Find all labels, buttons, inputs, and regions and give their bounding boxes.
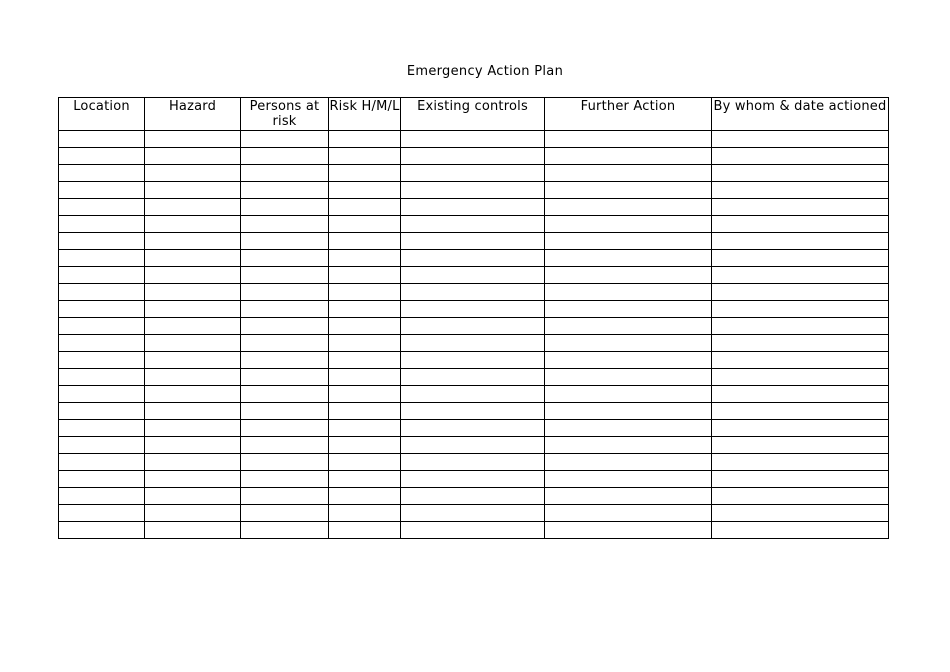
cell-existing-controls (401, 488, 545, 505)
cell-hazard (145, 403, 241, 420)
cell-persons-at-risk (241, 505, 329, 522)
cell-by-whom-date (712, 199, 889, 216)
cell-risk-level (329, 335, 401, 352)
cell-further-action (545, 233, 712, 250)
cell-hazard (145, 199, 241, 216)
cell-persons-at-risk (241, 148, 329, 165)
cell-location (59, 437, 145, 454)
cell-hazard (145, 369, 241, 386)
cell-hazard (145, 250, 241, 267)
cell-further-action (545, 267, 712, 284)
table-row (59, 488, 889, 505)
cell-existing-controls (401, 131, 545, 148)
cell-existing-controls (401, 284, 545, 301)
cell-hazard (145, 335, 241, 352)
header-row (59, 98, 889, 131)
cell-hazard (145, 182, 241, 199)
cell-persons-at-risk (241, 267, 329, 284)
cell-location (59, 454, 145, 471)
cell-existing-controls (401, 182, 545, 199)
cell-hazard (145, 505, 241, 522)
cell-hazard (145, 522, 241, 539)
cell-risk-level (329, 522, 401, 539)
cell-location (59, 522, 145, 539)
cell-existing-controls (401, 437, 545, 454)
cell-further-action (545, 454, 712, 471)
table-row (59, 131, 889, 148)
cell-existing-controls (401, 386, 545, 403)
cell-further-action (545, 301, 712, 318)
cell-hazard (145, 420, 241, 437)
cell-hazard (145, 471, 241, 488)
cell-hazard (145, 318, 241, 335)
table-row (59, 352, 889, 369)
cell-risk-level (329, 284, 401, 301)
cell-by-whom-date (712, 437, 889, 454)
column-header-risk-level: Risk H/M/L (329, 98, 401, 131)
table-row (59, 284, 889, 301)
cell-risk-level (329, 250, 401, 267)
cell-existing-controls (401, 522, 545, 539)
cell-hazard (145, 216, 241, 233)
cell-risk-level (329, 267, 401, 284)
cell-by-whom-date (712, 386, 889, 403)
cell-location (59, 250, 145, 267)
cell-hazard (145, 267, 241, 284)
cell-persons-at-risk (241, 165, 329, 182)
cell-risk-level (329, 131, 401, 148)
cell-location (59, 182, 145, 199)
table-row (59, 369, 889, 386)
cell-further-action (545, 284, 712, 301)
cell-existing-controls (401, 267, 545, 284)
table-row (59, 335, 889, 352)
cell-existing-controls (401, 165, 545, 182)
cell-persons-at-risk (241, 454, 329, 471)
table-row (59, 386, 889, 403)
cell-by-whom-date (712, 267, 889, 284)
cell-existing-controls (401, 420, 545, 437)
cell-further-action (545, 131, 712, 148)
table-row (59, 454, 889, 471)
cell-location (59, 267, 145, 284)
cell-risk-level (329, 437, 401, 454)
cell-location (59, 199, 145, 216)
cell-location (59, 216, 145, 233)
table-body (59, 131, 889, 539)
cell-persons-at-risk (241, 369, 329, 386)
cell-risk-level (329, 352, 401, 369)
cell-location (59, 352, 145, 369)
cell-persons-at-risk (241, 284, 329, 301)
cell-hazard (145, 437, 241, 454)
cell-existing-controls (401, 318, 545, 335)
cell-persons-at-risk (241, 437, 329, 454)
cell-hazard (145, 131, 241, 148)
table-row (59, 522, 889, 539)
cell-by-whom-date (712, 454, 889, 471)
cell-existing-controls (401, 216, 545, 233)
cell-location (59, 284, 145, 301)
cell-persons-at-risk (241, 318, 329, 335)
cell-location (59, 471, 145, 488)
cell-by-whom-date (712, 182, 889, 199)
cell-by-whom-date (712, 148, 889, 165)
column-header-hazard: Hazard (145, 98, 241, 131)
table-row (59, 471, 889, 488)
cell-location (59, 131, 145, 148)
cell-further-action (545, 403, 712, 420)
cell-further-action (545, 216, 712, 233)
cell-location (59, 386, 145, 403)
column-header-further-action: Further Action (545, 98, 712, 131)
cell-further-action (545, 420, 712, 437)
cell-hazard (145, 488, 241, 505)
cell-risk-level (329, 182, 401, 199)
cell-hazard (145, 352, 241, 369)
cell-location (59, 403, 145, 420)
cell-risk-level (329, 301, 401, 318)
cell-persons-at-risk (241, 386, 329, 403)
cell-persons-at-risk (241, 522, 329, 539)
cell-risk-level (329, 318, 401, 335)
table-row (59, 318, 889, 335)
column-header-location: Location (59, 98, 145, 131)
cell-by-whom-date (712, 505, 889, 522)
table-row (59, 267, 889, 284)
cell-risk-level (329, 386, 401, 403)
table-row (59, 216, 889, 233)
cell-hazard (145, 386, 241, 403)
table-row (59, 420, 889, 437)
cell-location (59, 148, 145, 165)
cell-existing-controls (401, 233, 545, 250)
cell-further-action (545, 437, 712, 454)
cell-by-whom-date (712, 216, 889, 233)
cell-location (59, 301, 145, 318)
cell-risk-level (329, 454, 401, 471)
cell-persons-at-risk (241, 131, 329, 148)
cell-by-whom-date (712, 131, 889, 148)
column-header-existing-controls: Existing controls (401, 98, 545, 131)
cell-risk-level (329, 403, 401, 420)
action-plan-table (58, 97, 889, 539)
cell-risk-level (329, 165, 401, 182)
cell-persons-at-risk (241, 250, 329, 267)
cell-further-action (545, 165, 712, 182)
cell-hazard (145, 284, 241, 301)
cell-by-whom-date (712, 471, 889, 488)
cell-location (59, 233, 145, 250)
cell-by-whom-date (712, 488, 889, 505)
cell-existing-controls (401, 335, 545, 352)
cell-existing-controls (401, 352, 545, 369)
cell-hazard (145, 148, 241, 165)
cell-further-action (545, 182, 712, 199)
cell-by-whom-date (712, 420, 889, 437)
cell-persons-at-risk (241, 403, 329, 420)
cell-risk-level (329, 488, 401, 505)
cell-existing-controls (401, 148, 545, 165)
cell-risk-level (329, 471, 401, 488)
cell-location (59, 488, 145, 505)
table-row (59, 233, 889, 250)
column-header-persons-at-risk: Persons at risk (241, 98, 329, 131)
table-row (59, 148, 889, 165)
cell-persons-at-risk (241, 420, 329, 437)
cell-existing-controls (401, 454, 545, 471)
cell-existing-controls (401, 250, 545, 267)
cell-hazard (145, 301, 241, 318)
cell-existing-controls (401, 301, 545, 318)
cell-persons-at-risk (241, 301, 329, 318)
cell-hazard (145, 233, 241, 250)
cell-hazard (145, 454, 241, 471)
cell-by-whom-date (712, 369, 889, 386)
cell-persons-at-risk (241, 352, 329, 369)
cell-persons-at-risk (241, 335, 329, 352)
cell-further-action (545, 505, 712, 522)
cell-persons-at-risk (241, 233, 329, 250)
table-row (59, 182, 889, 199)
cell-persons-at-risk (241, 471, 329, 488)
cell-risk-level (329, 148, 401, 165)
cell-persons-at-risk (241, 182, 329, 199)
cell-location (59, 335, 145, 352)
cell-further-action (545, 369, 712, 386)
cell-risk-level (329, 233, 401, 250)
cell-location (59, 505, 145, 522)
table-row (59, 165, 889, 182)
cell-persons-at-risk (241, 488, 329, 505)
cell-by-whom-date (712, 318, 889, 335)
cell-existing-controls (401, 369, 545, 386)
cell-by-whom-date (712, 352, 889, 369)
page-title: Emergency Action Plan (406, 64, 564, 79)
cell-further-action (545, 352, 712, 369)
cell-by-whom-date (712, 301, 889, 318)
cell-by-whom-date (712, 233, 889, 250)
cell-risk-level (329, 505, 401, 522)
cell-existing-controls (401, 403, 545, 420)
table-row (59, 505, 889, 522)
cell-by-whom-date (712, 522, 889, 539)
cell-persons-at-risk (241, 199, 329, 216)
cell-hazard (145, 165, 241, 182)
cell-location (59, 318, 145, 335)
table-row (59, 403, 889, 420)
cell-risk-level (329, 420, 401, 437)
cell-risk-level (329, 216, 401, 233)
cell-risk-level (329, 199, 401, 216)
cell-by-whom-date (712, 165, 889, 182)
cell-risk-level (329, 369, 401, 386)
cell-existing-controls (401, 471, 545, 488)
cell-by-whom-date (712, 403, 889, 420)
cell-further-action (545, 471, 712, 488)
cell-further-action (545, 250, 712, 267)
cell-further-action (545, 199, 712, 216)
table-row (59, 199, 889, 216)
cell-further-action (545, 335, 712, 352)
cell-further-action (545, 488, 712, 505)
cell-further-action (545, 318, 712, 335)
cell-by-whom-date (712, 335, 889, 352)
cell-location (59, 165, 145, 182)
cell-location (59, 369, 145, 386)
cell-location (59, 420, 145, 437)
cell-by-whom-date (712, 250, 889, 267)
cell-further-action (545, 148, 712, 165)
table-row (59, 301, 889, 318)
cell-further-action (545, 522, 712, 539)
cell-existing-controls (401, 199, 545, 216)
cell-by-whom-date (712, 284, 889, 301)
table-row (59, 437, 889, 454)
cell-existing-controls (401, 505, 545, 522)
cell-further-action (545, 386, 712, 403)
table-row (59, 250, 889, 267)
cell-persons-at-risk (241, 216, 329, 233)
column-header-by-whom-date: By whom & date actioned (712, 98, 889, 131)
